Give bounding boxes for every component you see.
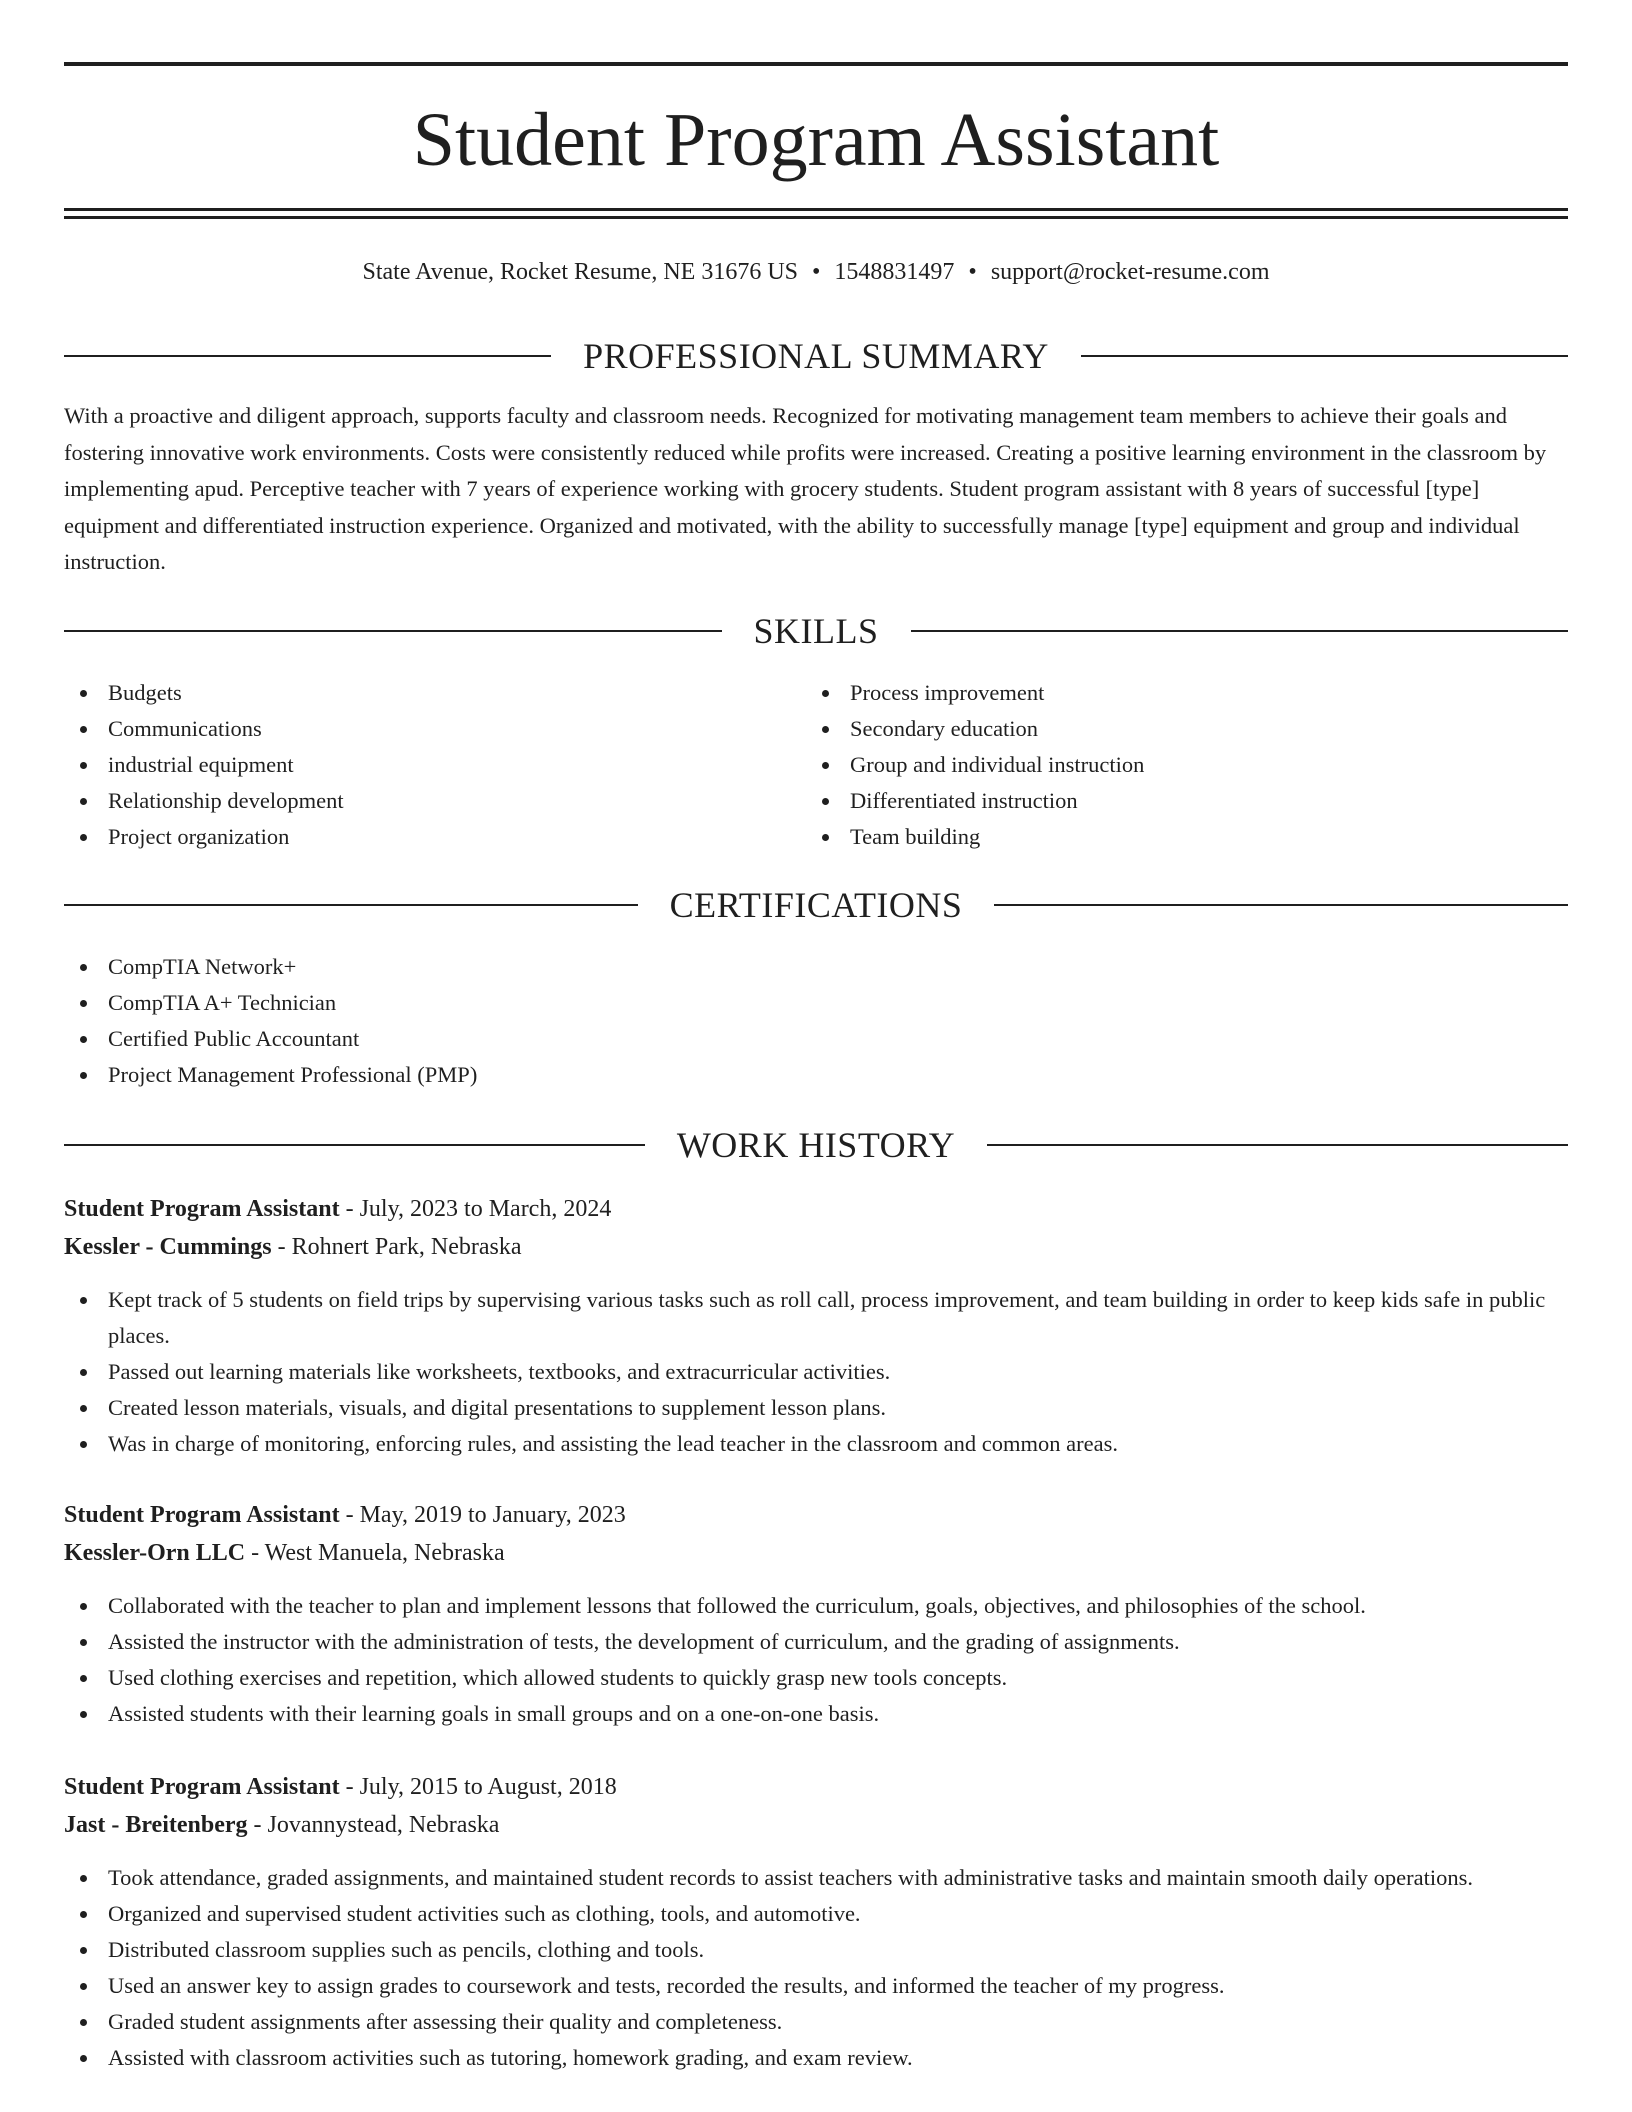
job-bullet: Assisted with classroom activities such as tutoring, homework grading, and exam review. xyxy=(64,2040,1568,2076)
skill-item: Project organization xyxy=(64,819,804,855)
job-dash: - xyxy=(271,1234,292,1260)
job-dash: - xyxy=(247,1812,268,1838)
skills-list-right xyxy=(806,675,1546,855)
section-rule xyxy=(64,355,551,357)
section-rule xyxy=(64,1144,645,1146)
contact-email[interactable]: support@rocket-resume.com xyxy=(990,259,1270,285)
job-bullet: Graded student assignments after assessing their quality and completeness. xyxy=(64,2004,1568,2040)
skill-item: Secondary education xyxy=(806,711,1546,747)
job-location: Jovannystead, Nebraska xyxy=(267,1812,500,1838)
section-title-work-history: WORK HISTORY xyxy=(676,1125,956,1165)
job-bullets xyxy=(64,1282,1568,1462)
contact-address: State Avenue, Rocket Resume, NE 31676 US xyxy=(362,259,798,285)
certifications-list xyxy=(64,949,1568,1093)
job-bullet: Passed out learning materials like worksheets, textbooks, and extracurricular activities. xyxy=(64,1354,1568,1390)
job-dates: May, 2019 to January, 2023 xyxy=(359,1502,626,1528)
title-rule-upper xyxy=(64,208,1568,211)
skill-item: Process improvement xyxy=(806,675,1546,711)
job-role: Student Program Assistant xyxy=(64,1502,340,1528)
contact-line xyxy=(64,254,1568,290)
job-role: Student Program Assistant xyxy=(64,1196,340,1222)
job-dates: July, 2015 to August, 2018 xyxy=(359,1774,617,1800)
section-header-work-history xyxy=(64,1121,1568,1169)
certification-item: Certified Public Accountant xyxy=(64,1021,1568,1057)
job-company: Kessler-Orn LLC xyxy=(64,1540,246,1566)
job-bullet: Organized and supervised student activities such as clothing, tools, and automotive. xyxy=(64,1896,1568,1932)
section-rule xyxy=(987,1144,1568,1146)
title-rule-lower xyxy=(64,216,1568,219)
job-bullet: Assisted the instructor with the administration of tests, the development of curriculum, and the grading of assignments. xyxy=(64,1624,1568,1660)
job-entry xyxy=(64,1496,1568,1732)
job-role: Student Program Assistant xyxy=(64,1774,340,1800)
job-entry xyxy=(64,1190,1568,1462)
section-rule xyxy=(994,904,1568,906)
job-dash: - xyxy=(339,1502,360,1528)
job-bullet: Kept track of 5 students on field trips by supervising various tasks such as roll call, process improvement, and team building in order to keep kids safe in public places. xyxy=(64,1282,1568,1354)
skill-item: Team building xyxy=(806,819,1546,855)
contact-phone: 1548831497 xyxy=(834,259,955,285)
job-location: West Manuela, Nebraska xyxy=(264,1540,505,1566)
top-rule xyxy=(64,62,1568,66)
job-title-line xyxy=(64,1496,1568,1534)
job-company-line xyxy=(64,1228,1568,1266)
job-company: Kessler - Cummings xyxy=(64,1234,272,1260)
skill-item: Group and individual instruction xyxy=(806,747,1546,783)
job-bullet: Used an answer key to assign grades to coursework and tests, recorded the results, and informed the teacher of my progress. xyxy=(64,1968,1568,2004)
certification-item: CompTIA Network+ xyxy=(64,949,1568,985)
section-rule xyxy=(64,904,638,906)
resume-title: Student Program Assistant xyxy=(412,98,1220,182)
job-bullet: Used clothing exercises and repetition, which allowed students to quickly grasp new tools concepts. xyxy=(64,1660,1568,1696)
skill-item: Relationship development xyxy=(64,783,804,819)
job-entry xyxy=(64,1768,1568,2076)
skill-item: Differentiated instruction xyxy=(806,783,1546,819)
contact-separator: • xyxy=(968,259,977,285)
job-bullets xyxy=(64,1860,1568,2076)
job-dash: - xyxy=(245,1540,265,1566)
skills-list-left xyxy=(64,675,804,855)
skill-item: Budgets xyxy=(64,675,804,711)
section-header-summary xyxy=(64,332,1568,380)
section-rule xyxy=(64,630,722,632)
job-company: Jast - Breitenberg xyxy=(64,1812,248,1838)
skill-item: Communications xyxy=(64,711,804,747)
job-company-line xyxy=(64,1534,1568,1572)
section-title-summary: PROFESSIONAL SUMMARY xyxy=(583,336,1049,376)
job-company-line xyxy=(64,1806,1568,1844)
certification-item: CompTIA A+ Technician xyxy=(64,985,1568,1021)
certification-item: Project Management Professional (PMP) xyxy=(64,1057,1568,1093)
job-dash: - xyxy=(339,1774,360,1800)
job-bullet: Took attendance, graded assignments, and maintained student records to assist teachers with administrative tasks and maintain smooth daily operations. xyxy=(64,1860,1568,1896)
section-rule xyxy=(1081,355,1568,357)
job-bullet: Distributed classroom supplies such as pencils, clothing and tools. xyxy=(64,1932,1568,1968)
job-bullet: Was in charge of monitoring, enforcing rules, and assisting the lead teacher in the classroom and common areas. xyxy=(64,1426,1568,1462)
job-bullets xyxy=(64,1588,1568,1732)
skill-item: industrial equipment xyxy=(64,747,804,783)
contact-separator: • xyxy=(812,259,821,285)
section-title-skills: SKILLS xyxy=(753,611,879,651)
job-location: Rohnert Park, Nebraska xyxy=(291,1234,522,1260)
summary-text: With a proactive and diligent approach, supports faculty and classroom needs. Recognized for motivating management team members to achieve their goals and fostering innovative work environments. Costs were consistently reduced while profits were increased. Creating a positive learning environment in the classroom by implementing apud. Perceptive teacher with 7 years of experience working with grocery students. Student program assistant with 8 years of successful [type] equipment and differentiated instruction experience. Organized and motivated, with the ability to successfully manage [type] equipment and group and individual instruction. xyxy=(64,403,1547,574)
section-header-certifications xyxy=(64,881,1568,929)
section-header-skills xyxy=(64,607,1568,655)
job-dash: - xyxy=(339,1196,360,1222)
section-title-certifications: CERTIFICATIONS xyxy=(669,885,963,925)
job-bullet: Assisted students with their learning goals in small groups and on a one-on-one basis. xyxy=(64,1696,1568,1732)
job-title-line xyxy=(64,1190,1568,1228)
section-rule xyxy=(911,630,1569,632)
job-bullet: Created lesson materials, visuals, and digital presentations to supplement lesson plans. xyxy=(64,1390,1568,1426)
job-title-line xyxy=(64,1768,1568,1806)
job-bullet: Collaborated with the teacher to plan and implement lessons that followed the curriculum, goals, objectives, and philosophies of the school. xyxy=(64,1588,1568,1624)
job-dates: July, 2023 to March, 2024 xyxy=(359,1196,612,1222)
